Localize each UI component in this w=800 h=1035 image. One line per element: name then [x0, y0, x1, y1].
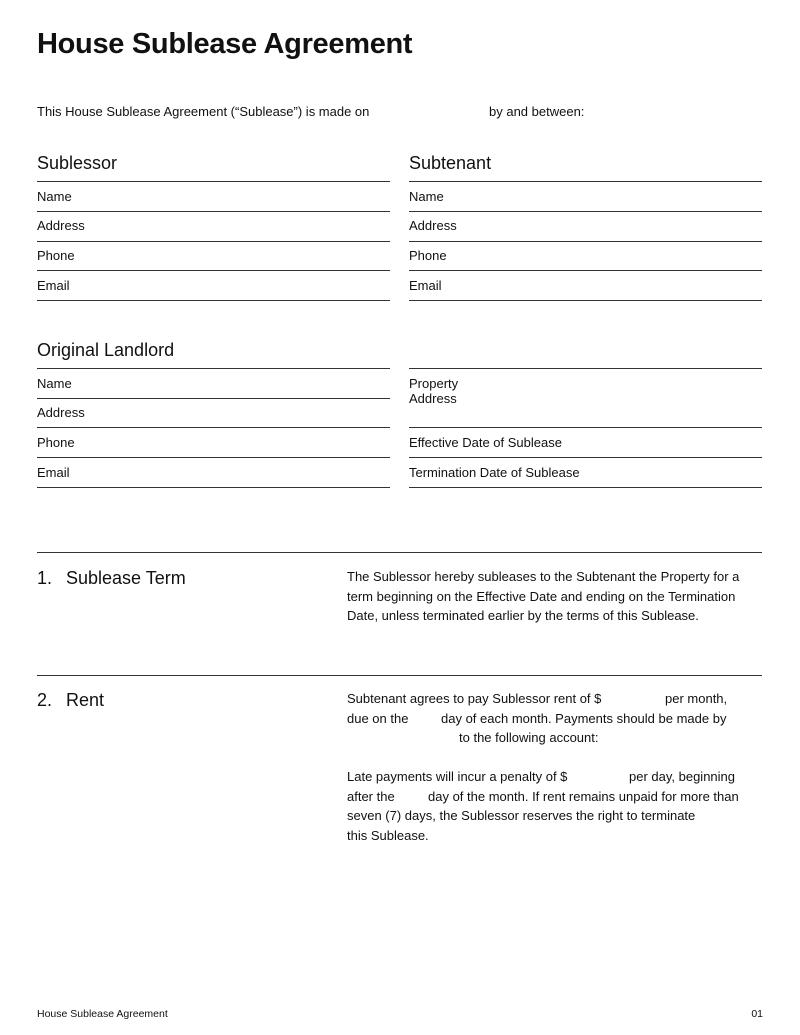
- landlord-name-line[interactable]: [37, 398, 390, 399]
- subtenant-heading: Subtenant: [409, 153, 492, 173]
- effective-date-label: Effective Date of Sublease: [409, 435, 562, 450]
- effective-date-line[interactable]: [409, 457, 762, 458]
- intro-text: This House Sublease Agreement (“Sublease”) is made on: [37, 104, 370, 119]
- subtenant-phone-label: Phone: [409, 248, 447, 263]
- sublessor-name-label: Name: [37, 189, 72, 204]
- property-address-label-line2: Address: [409, 391, 457, 406]
- divider: [37, 368, 390, 369]
- sublessor-name-line[interactable]: [37, 211, 390, 212]
- subtenant-address-line[interactable]: [409, 241, 762, 242]
- property-address-line[interactable]: [409, 427, 762, 428]
- divider: [409, 368, 762, 369]
- sublessor-heading: Sublessor: [37, 153, 118, 173]
- page-title: House Sublease Agreement: [37, 28, 413, 60]
- paragraph-line: seven (7) days, the Sublessor reserves the right to terminate: [347, 808, 696, 823]
- section-number: 1.: [37, 568, 53, 588]
- section-title-rent: Rent: [66, 690, 105, 710]
- subtenant-address-label: Address: [409, 218, 457, 233]
- paragraph-text: per month,: [665, 691, 728, 706]
- divider: [409, 181, 762, 182]
- subtenant-email-label: Email: [409, 278, 442, 293]
- paragraph-line: term beginning on the Effective Date and ending on the Termination: [347, 588, 736, 604]
- section-divider: [37, 552, 762, 553]
- paragraph-text: to the following account:: [459, 730, 599, 745]
- landlord-heading: Original Landlord: [37, 340, 175, 360]
- section-title-sublease-term: Sublease Term: [66, 568, 186, 588]
- subtenant-name-label: Name: [409, 189, 444, 204]
- landlord-address-label: Address: [37, 405, 85, 420]
- paragraph-line: Date, unless terminated earlier by the terms of this Sublease.: [347, 608, 699, 623]
- section-divider: [37, 675, 762, 676]
- sublessor-address-line[interactable]: [37, 241, 390, 242]
- property-address-label-line1: Property: [409, 376, 459, 391]
- paragraph-line: The Sublessor hereby subleases to the Subtenant the Property for a: [347, 569, 740, 584]
- sublessor-address-label: Address: [37, 218, 85, 233]
- landlord-phone-line[interactable]: [37, 457, 390, 458]
- paragraph-text: day of each month. Payments should be made by: [441, 710, 727, 726]
- paragraph-text: Subtenant agrees to pay Sublessor rent of $: [347, 691, 602, 706]
- subtenant-email-line[interactable]: [409, 300, 762, 301]
- termination-date-label: Termination Date of Sublease: [409, 465, 580, 480]
- subtenant-phone-line[interactable]: [409, 270, 762, 271]
- paragraph-text: day of the month. If rent remains unpaid for more than: [428, 788, 739, 804]
- paragraph-text: Late payments will incur a penalty of $: [347, 769, 568, 784]
- rent-paragraph-1: [347, 689, 757, 748]
- landlord-address-line[interactable]: [37, 427, 390, 428]
- paragraph-line: this Sublease.: [347, 827, 429, 843]
- termination-date-line[interactable]: [409, 487, 762, 488]
- paragraph-text: after the: [347, 788, 395, 804]
- sublessor-phone-line[interactable]: [37, 270, 390, 271]
- subtenant-name-line[interactable]: [409, 211, 762, 212]
- sublessor-email-line[interactable]: [37, 300, 390, 301]
- landlord-email-label: Email: [37, 465, 70, 480]
- sublessor-email-label: Email: [37, 278, 70, 293]
- paragraph-text: due on the: [347, 710, 409, 726]
- rent-paragraph-2: [347, 767, 757, 845]
- sublessor-phone-label: Phone: [37, 248, 75, 263]
- landlord-email-line[interactable]: [37, 487, 390, 488]
- page-number: 01: [751, 1008, 763, 1020]
- section-number: 2.: [37, 690, 53, 710]
- paragraph-text: per day, beginning: [629, 769, 736, 784]
- landlord-name-label: Name: [37, 376, 72, 391]
- sublease-term-paragraph: [347, 567, 757, 626]
- divider: [37, 181, 390, 182]
- intro-text-end: by and between:: [489, 104, 585, 119]
- footer-document-title: House Sublease Agreement: [37, 1008, 168, 1020]
- landlord-phone-label: Phone: [37, 435, 75, 450]
